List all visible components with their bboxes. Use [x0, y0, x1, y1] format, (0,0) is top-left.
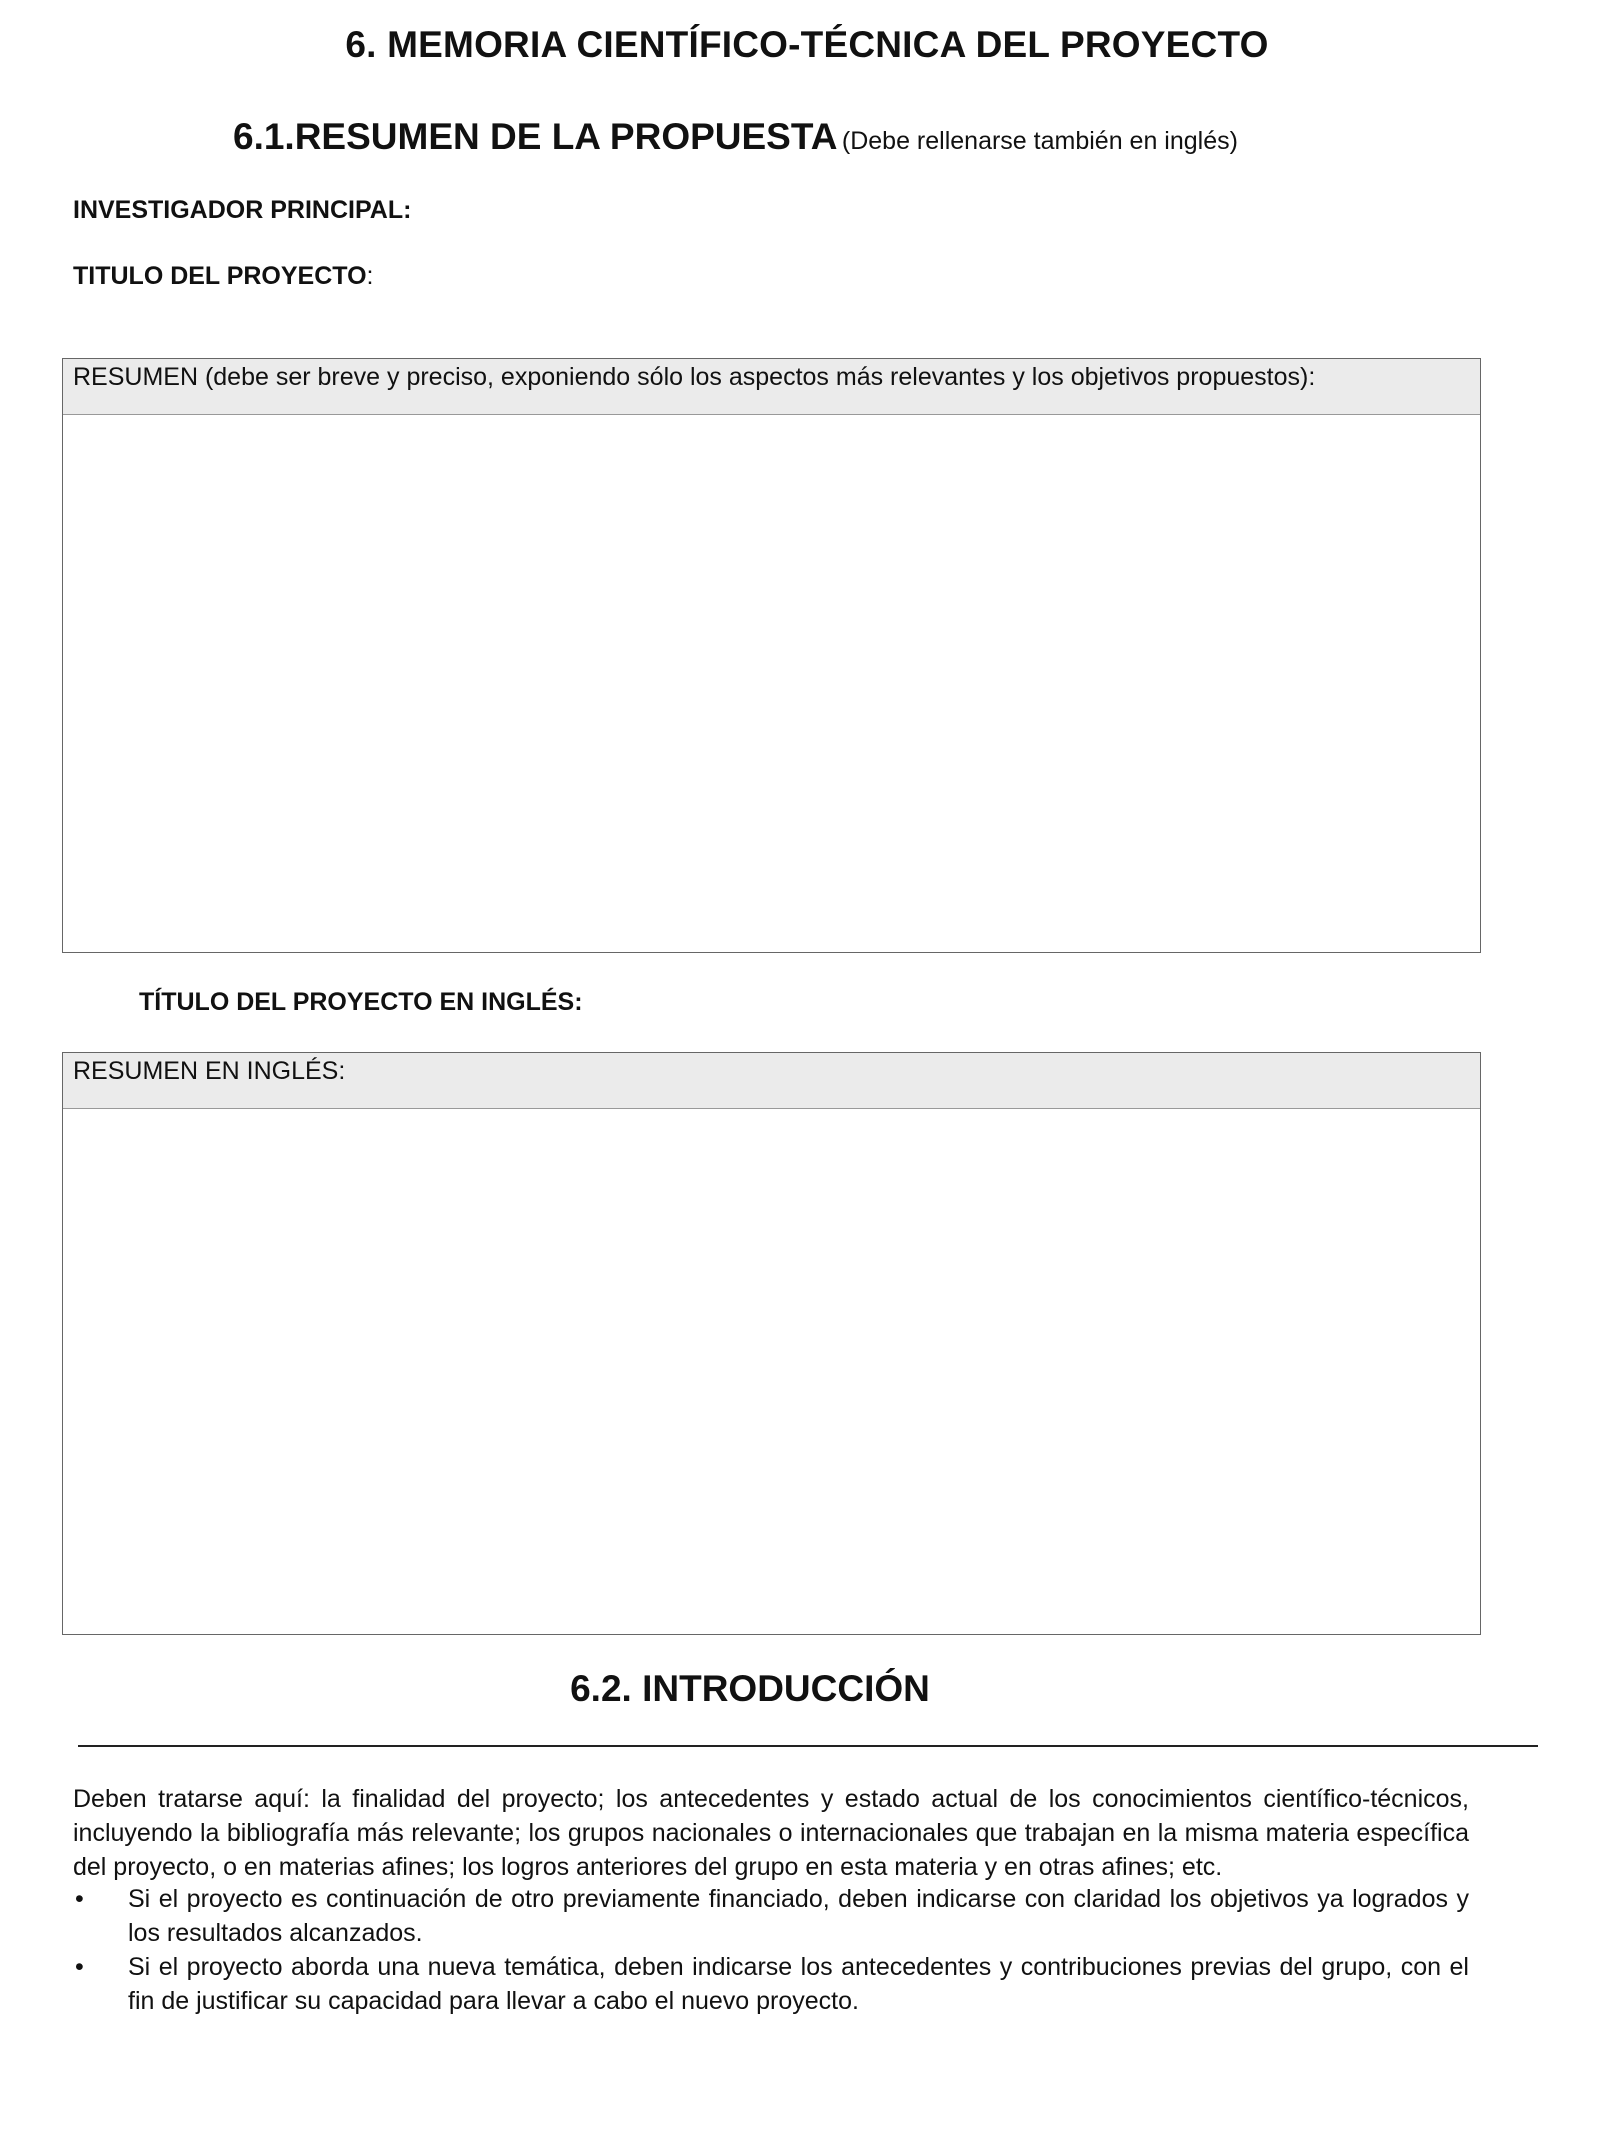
- list-item: [73, 1950, 1469, 2018]
- section-divider: [78, 1745, 1538, 1747]
- summary-input-area[interactable]: [63, 415, 1480, 951]
- summary-box: [62, 358, 1481, 953]
- introduction-bullet-list: [73, 1882, 1469, 2018]
- introduction-title: 6.2. INTRODUCCIÓN: [570, 1668, 930, 1709]
- summary-english-box: [62, 1052, 1481, 1635]
- bullet-icon: •: [75, 1953, 84, 1981]
- summary-english-box-header: RESUMEN EN INGLÉS:: [63, 1053, 1480, 1109]
- project-title-colon: :: [366, 262, 374, 290]
- summary-box-header: RESUMEN (debe ser breve y preciso, exponiendo sólo los aspectos más relevantes y los objetivos propuestos):: [63, 359, 1480, 415]
- bullet-icon: •: [75, 1885, 84, 1913]
- list-item: [73, 1882, 1469, 1950]
- introduction-paragraph: Deben tratarse aquí: la finalidad del proyecto; los antecedentes y estado actual de los conocimientos científico-técnicos, incluyendo la bibliografía más relevante; los grupos nacionales o internacionales que trabajan en la misma materia específica del proyecto, o en materias afines; los logros anteriores del grupo en esta materia y en otras afines; etc.: [73, 1785, 1469, 1881]
- section-title: 6.1.RESUMEN DE LA PROPUESTA: [233, 116, 838, 157]
- list-item-text: Si el proyecto aborda una nueva temática, deben indicarse los antecedentes y contribuciones previas del grupo, con el fin de justificar su capacidad para llevar a cabo el nuevo proyecto.: [128, 1953, 1469, 2015]
- project-title-label: [73, 262, 374, 291]
- page-title: 6. MEMORIA CIENTÍFICO-TÉCNICA DEL PROYECTO: [345, 24, 1269, 65]
- project-title-english-label: TÍTULO DEL PROYECTO EN INGLÉS:: [139, 988, 583, 1016]
- section-heading: [233, 116, 1238, 158]
- list-item-text: Si el proyecto es continuación de otro previamente financiado, deben indicarse con claridad los objetivos ya logrados y los resultados alcanzados.: [128, 1885, 1469, 1947]
- project-title-label-text: TITULO DEL PROYECTO: [73, 262, 367, 290]
- summary-english-input-area[interactable]: [63, 1109, 1480, 1633]
- section-note: (Debe rellenarse también en inglés): [841, 127, 1238, 155]
- investigator-label: INVESTIGADOR PRINCIPAL:: [73, 196, 412, 224]
